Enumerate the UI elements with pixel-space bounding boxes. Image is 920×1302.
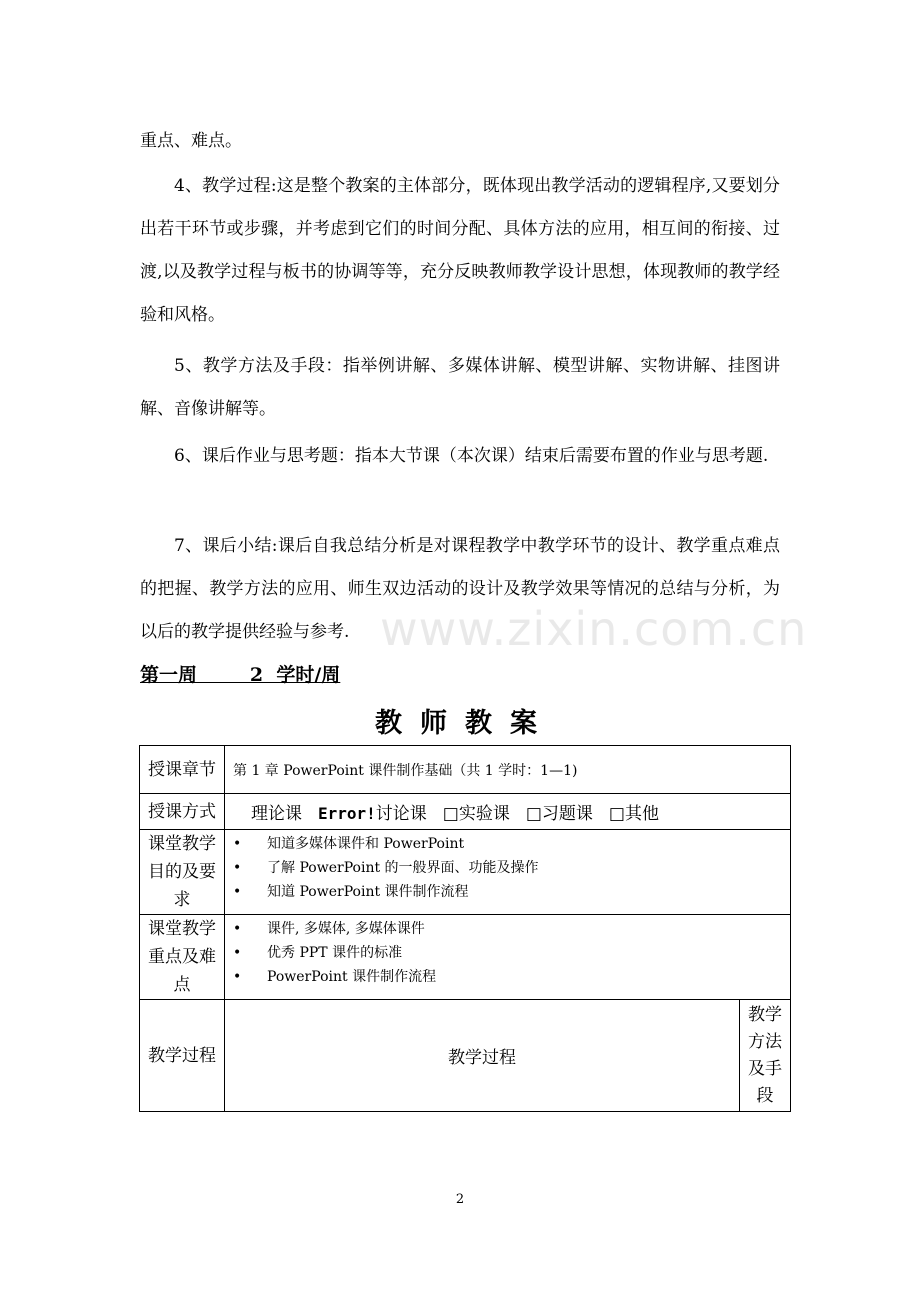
mode-options <box>225 794 791 830</box>
paragraph-homework: 6、课后作业与思考题：指本大节课（本次课）结束后需要布置的作业与思考题. <box>174 446 769 466</box>
keypoints-label: 课堂教学重点及难点 <box>140 915 225 1000</box>
mode-exercise: □习题课 <box>525 804 593 824</box>
mode-error-field: Error! <box>318 804 376 823</box>
chapter-label: 授课章节 <box>140 746 225 794</box>
mode-other: □其他 <box>608 804 659 824</box>
list-item: • 优秀 PPT 课件的标准 <box>233 941 790 965</box>
process-label: 教学过程 <box>140 1000 225 1112</box>
lesson-plan-table <box>139 745 791 1112</box>
paragraph-key-points-tail: 重点、难点。 <box>140 131 242 151</box>
keypoints-cell <box>225 915 791 1000</box>
list-item: • 课件, 多媒体, 多媒体课件 <box>233 917 790 941</box>
document-title: 教师教案 <box>375 708 555 739</box>
page-number: 2 <box>455 1192 465 1207</box>
row-teaching-mode <box>140 794 791 830</box>
process-header: 教学过程 <box>225 1000 740 1112</box>
list-item: • 知道 PowerPoint 课件制作流程 <box>233 880 790 904</box>
means-header: 教学方法及手段 <box>740 1000 791 1112</box>
list-item: • PowerPoint 课件制作流程 <box>233 965 790 989</box>
keypoints-list <box>225 915 790 989</box>
mode-label: 授课方式 <box>140 794 225 830</box>
row-process <box>140 1000 791 1112</box>
row-objectives <box>140 830 791 915</box>
list-item: • 了解 PowerPoint 的一般界面、功能及操作 <box>233 856 790 880</box>
objectives-cell <box>225 830 791 915</box>
week-hours-line: 第一周 2 学时/周 <box>140 664 341 686</box>
objectives-list <box>225 830 790 904</box>
paragraph-summary: 7、课后小结:课后自我总结分析是对课程教学中教学环节的设计、教学重点难点的把握、教学方法的应用、师生双边活动的设计及教学效果等情况的总结与分析，为以后的教学提供经验与参考. <box>140 536 780 642</box>
row-chapter <box>140 746 791 794</box>
watermark: www.zixin.com.cn <box>380 602 808 656</box>
row-key-points <box>140 915 791 1000</box>
paragraph-teaching-methods: 5、教学方法及手段：指举例讲解、多媒体讲解、模型讲解、实物讲解、挂图讲解、音像讲解等。 <box>140 356 780 419</box>
chapter-value: 第 1 章 PowerPoint 课件制作基础（共 1 学时：1—1) <box>225 746 791 794</box>
mode-discussion: 讨论课 <box>375 804 427 824</box>
mode-experiment: □实验课 <box>442 804 510 824</box>
objectives-label: 课堂教学目的及要求 <box>140 830 225 915</box>
list-item: • 知道多媒体课件和 PowerPoint <box>233 832 790 856</box>
paragraph-teaching-process: 4、教学过程:这是整个教案的主体部分，既体现出教学活动的逻辑程序,又要划分出若干环节或步骤，并考虑到它们的时间分配、具体方法的应用，相互间的衔接、过渡,以及教学过程与板书的协调等等，充分反映教师教学设计思想，体现教师的教学经验和风格。 <box>140 176 780 325</box>
mode-theory: 理论课 <box>251 804 302 824</box>
